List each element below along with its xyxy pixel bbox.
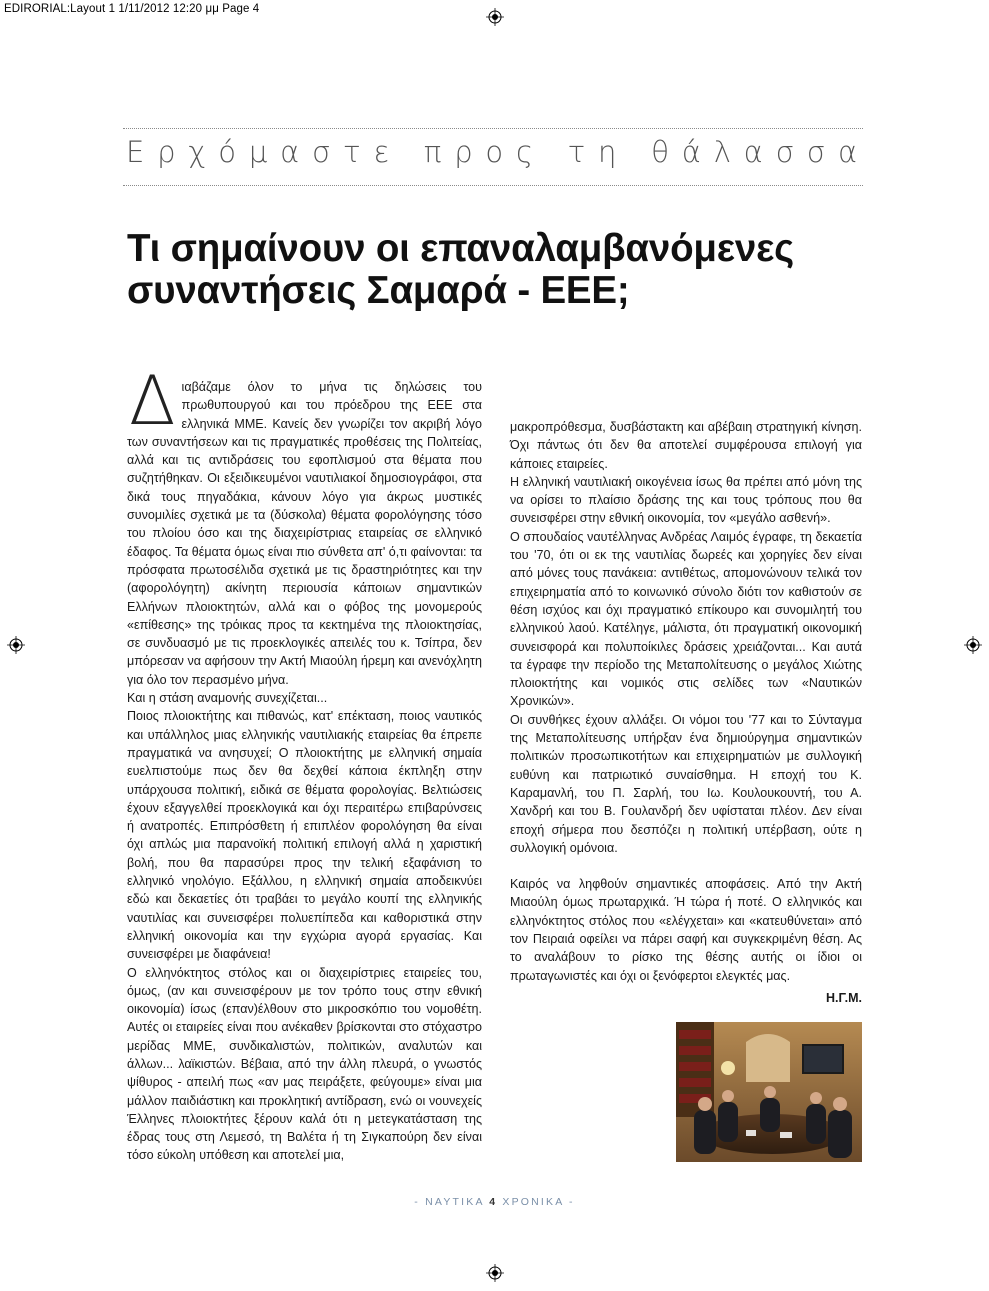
page-footer bbox=[0, 1196, 989, 1208]
kicker-rule-top bbox=[123, 128, 863, 129]
registration-mark-left-icon bbox=[7, 636, 25, 654]
author-signature: Η.Γ.Μ. bbox=[826, 990, 862, 1005]
section-kicker: Ερχόμαστε προς τη θάλασσα bbox=[126, 135, 870, 169]
article-paragraph: μακροπρόθεσμα, δυσβάστακτη και αβέβαιη στρατηγική κίνηση. Όχι πάντως ότι δεν θα αποτελεί συμφέρουσα επιλογή για κάποιες εταιρείες. bbox=[510, 420, 862, 471]
footer-right: ΧΡΟΝΙΚΑ - bbox=[497, 1196, 575, 1208]
headline-line-2: συναντήσεις Σαμαρά - ΕΕΕ; bbox=[127, 269, 630, 312]
footer-left: - ΝΑΥΤΙΚΑ bbox=[414, 1196, 490, 1208]
paragraph-gap bbox=[510, 857, 862, 875]
article-paragraph: Ο σπουδαίος ναυτέλληνας Ανδρέας Λαιμός έγραφε, τη δεκαετία του '70, ότι οι εκ της ναυτιλίας δωρεές και χορηγίες δεν είναι από μόνες τους πανάκεια: αντιθέτως, απομονώνουν τελικά τον επιχειρηματία από το κοινωνικό σύνολο διότι τον καθιστούν σε θέση ισχύος και όχι πραγματικό επίκουρο και συνομιλητή του ελληνικού λαού. Κατέληγε, μάλιστα, ότι πραγματική οικονομική συνεισφορά και πολυποίκιλες δράσεις χρειάζονται... Και αυτά τα έγραφε την περίοδο της Μεταπολίτευσης ο μεγάλος Χιώτης πλοιοκτήτης και νομικός στις σελίδες των «Ναυτικών Χρονικών». bbox=[510, 529, 862, 709]
registration-mark-right-icon bbox=[964, 636, 982, 654]
article-paragraph: Και η στάση αναμονής συνεχίζεται... bbox=[127, 691, 328, 706]
registration-mark-top-icon bbox=[486, 8, 504, 26]
article-paragraph: Ποιος πλοιοκτήτης και πιθανώς, κατ' επέκταση, ποιος ναυτικός και υπάλληλος μιας ελληνικής ναυτιλιακής εταιρείας θα έπρεπε πραγματικά να ανησυχεί; Ο πλοιοκτήτης με ελληνική σημαία ευελπιστούμε πως δεν θα δεχθεί κάποια έκπληξη στην υπάρχουσα πολιτική, ειδικά σε θέματα φορολογίας. Βελτιώσεις έχουν εξαγγελθεί προεκλογικά και όχι περαιτέρω επιβαρύνσεις ή ανατροπές. Επιπρόσθετη ή επιπλέον φορολόγηση θα είναι όχι απλώς μια παρανοϊκή πολιτική επιλογή αλλά η χαριστική βολή, που θα παρασύρει προς την τελική εξαφάνιση το ελληνικό νηολόγιο. Εξάλλου, η ελληνική σημαία αποδεικνύει εδώ και δεκαετίες ότι τραβάει το μεγάλο κουπί της ελληνικής ναυτιλίας και συνεισφέρει πολυεπίπεδα και καθοριστικά στην ελληνική οικονομία και την εγχώρια αγορά εργασίας. Και συνεισφέρει με διαφάνεια! bbox=[127, 709, 482, 962]
article-column-2 bbox=[510, 418, 862, 1007]
print-slug: EDIRORIAL:Layout 1 1/11/2012 12:20 μμ Page 4 bbox=[4, 3, 260, 15]
article-column-1 bbox=[127, 362, 482, 1165]
article-paragraph: Ο ελληνόκτητος στόλος και οι διαχειρίστριες εταιρείες του, όμως, (αν και συνεισφέρουν με τον τρόπο τους στην εθνική οικονομία) ίσως (επαν)έλθουν στο μικροσκόπιο του νομοθέτη. Αυτές οι εταιρείες είναι που ανέκαθεν βρίσκονται στο στόχαστρο μερίδας ΜΜΕ, συνδικαλιστών, πολιτικών, αναλυτών και άλλων... λαϊκιστών. Βέβαια, από την άλλη πλευρά, ο γνωστός ψίθυρος - απειλή πως «αν μας πειράξετε, φεύγουμε» είναι μια μάλλον παιδιάστικη και προκλητική αντίδραση, ενώ οι νουνεχείς Έλληνες πλοιοκτήτες ξέρουν καλά ότι η μετεγκατάσταση της έδρας τους στη Λεμεσό, τη Βαλέτα ή τη Σιγκαπούρη δεν είναι τόσο εύκολη υπόθεση και αποτελεί μια, bbox=[127, 965, 482, 1163]
drop-cap: Δ bbox=[129, 362, 176, 441]
headline-line-1: Τι σημαίνουν οι επαναλαμβανόμενες bbox=[127, 227, 794, 270]
article-paragraph-text: ιαβάζαμε όλον το μήνα τις δηλώσεις του πρωθυπουργού και του πρόεδρου της ΕΕΕ στα ελληνικά ΜΜΕ. Κανείς δεν γνωρίζει τον ακριβή λόγο των συναντήσεων και τις πραγματικές προθέσεις της Πολιτείας, αλλά και τις αντιδράσεις του εφοπλισμού στα θέματα που συζητήθηκαν. Οι εξειδικευμένοι ναυτιλιακοί δημοσιογράφοι, στα δικά τους πηγαδάκια, κάνουν λόγο για άκρως μυστικές συνομιλίες σχετικά με τα (δύσκολα) θέματα φορολόγησης τόσο του πλοίου όσο και της διαχειρίστριας εταιρείας σε ελληνικό έδαφος. Τα θέματα όμως είναι πιο σύνθετα απ' ό,τι φαίνονται: τα πρόσφατα πρωτοσέλιδα σχετικά με τις δραστηριότητες και την (αφορολόγητη) ακίνητη περιουσία κάποιων σημαντικών Ελλήνων πλοιοκτητών, αλλά και ο φόβος της μονομερούς «επίθεσης» της τρόικας προς τα κεκτημένα της πλοιοκτησίας, σε συνδυασμό με τις προεκλογικές απειλές του κ. Τσίπρα, δεν μπόρεσαν να αφήσουν την Ακτή Μιαούλη ήρεμη και ανενόχλητη για όλο τον περασμένο μήνα. bbox=[127, 380, 482, 687]
page-number: 4 bbox=[489, 1196, 498, 1208]
article-paragraph: Η ελληνική ναυτιλιακή οικογένεια ίσως θα πρέπει από μόνη της να ορίσει το πλαίσιο δράσης της και τους τρόπους που θα συνεισφέρει στην εθνική οικονομία, τον «μεγάλο ασθενή». bbox=[510, 474, 862, 526]
registration-mark-bottom-icon bbox=[486, 1264, 504, 1282]
article-paragraph: Οι συνθήκες έχουν αλλάξει. Οι νόμοι του '77 και το Σύνταγμα της Μεταπολίτευσης υπήρξαν ένα δημιούργημα σημαντικών πολιτικών προσωπικοτήτων και επιχειρηματιών με συλλογική ευθύνη και πατριωτικό συναίσθημα. Η εποχή του Κ. Καραμανλή, του Π. Σαρλή, του Ιω. Κουλουκουντή, του Α. Χανδρή και του Β. Γουλανδρή δεν υφίσταται πλέον. Δεν είναι εποχή σήμερα που δεσπόζει η πολιτική υπέρβαση, ούτε η συλλογική ομόνοια. bbox=[510, 712, 862, 855]
article-paragraph bbox=[127, 362, 482, 689]
headline bbox=[127, 228, 867, 312]
article-paragraph: Καιρός να ληφθούν σημαντικές αποφάσεις. Από την Ακτή Μιαούλη όμως πρωταρχικά. Ή τώρα ή ποτέ. Ο ελληνικός και ελληνόκτητος στόλος που «ελέγχεται» και «κατευθύνεται» από τον Πειραιά οφείλει να πάρει σαφή και συγκεκριμένη θέση. Ας το αναλάβουν το ρίσκο της θέσης αυτής οι ίδιοι οι πρωταγωνιστές και όχι οι ξενόφερτοι ελεγκτές μας. bbox=[510, 877, 862, 983]
meeting-photo bbox=[676, 1022, 862, 1162]
kicker-rule-bottom bbox=[123, 185, 863, 186]
